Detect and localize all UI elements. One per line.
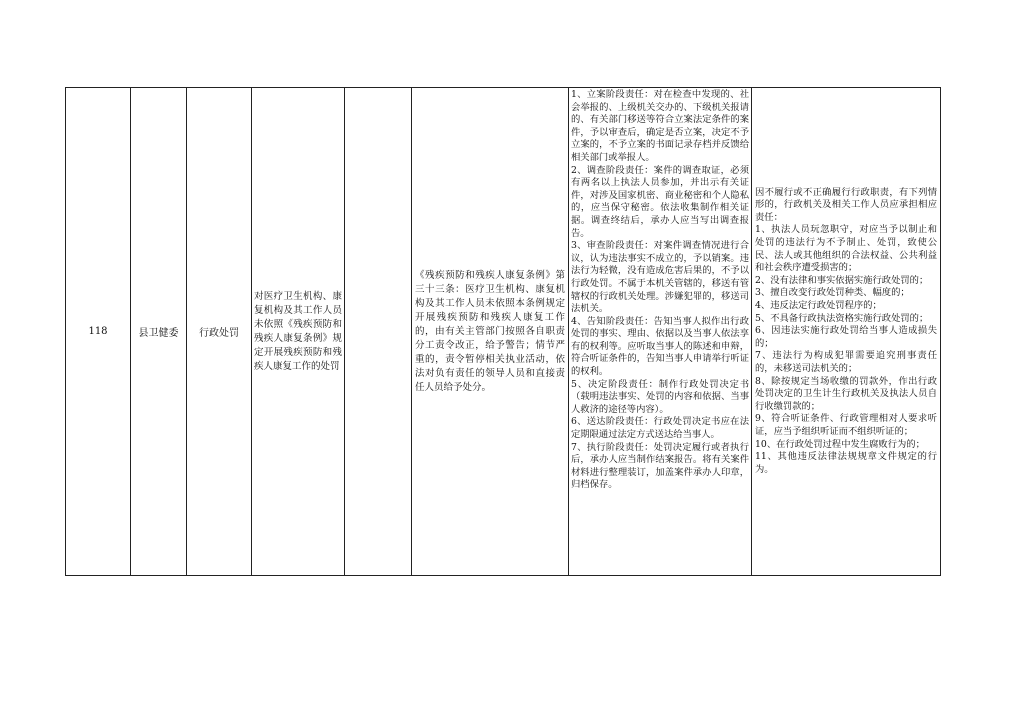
liability-item: 4、违反法定行政处罚程序的； xyxy=(755,300,882,312)
row-number: 118 xyxy=(66,88,131,576)
item-name xyxy=(252,88,345,576)
liability-item: 6、因违法实施行政处罚给当事人造成损失的； xyxy=(755,325,937,349)
duty-item: 2、调查阶段责任：案件的调查取证，必须有两名以上执法人员参加，并出示有关证件，对涉及国家机密、商业秘密和个人隐私的，应当保守秘密。依法收集制作相关证据。调查终结后，承办人应当写出调查报告。 xyxy=(571,164,749,239)
legal-basis-text: 《残疾预防和残疾人康复条例》第三十三条：医疗卫生机构、康复机构及其工作人员未依照本条例规定开展残疾预防和残疾人康复工作的，由有关主管部门按照各自职责分工责令改正，给予警告；情节严重的，责令暂停相关执业活动，依法对负有责任的领导人员和直接责任人员给予处分。 xyxy=(415,269,565,393)
duty-item: 6、送达阶段责任：行政处罚决定书应在法定期限通过法定方式送达给当事人。 xyxy=(571,416,749,441)
liability-item: 11、其他违反法律法规规章文件规定的行为。 xyxy=(755,451,937,475)
item-name-text: 对医疗卫生机构、康复机构及其工作人员未依照《残疾预防和残疾人康复条例》规定开展残疾预防和残疾人康复工作的处罚 xyxy=(254,290,342,372)
power-list-table xyxy=(65,87,941,576)
liability-item: 7、违法行为构成犯罪需要追究刑事责任的，未移送司法机关的； xyxy=(755,350,937,374)
liability-item: 因不履行或不正确履行行政职责，有下列情形的，行政机关及相关工作人员应承担相应责任： xyxy=(755,186,937,223)
liability-item: 9、符合听证条件、行政管理相对人要求听证，应当予组织听证而不组织听证的； xyxy=(755,413,937,437)
liability-item: 8、除按规定当场收缴的罚款外，作出行政处罚决定的卫生计生行政机关及执法人员自行收缴罚款的； xyxy=(755,375,937,412)
power-type: 行政处罚 xyxy=(187,88,252,576)
legal-basis xyxy=(412,88,569,576)
duty-list xyxy=(569,88,752,576)
liability-item: 2、没有法律和事实依据实施行政处罚的； xyxy=(755,274,929,286)
liability-item: 1、执法人员玩忽职守，对应当予以制止和处罚的违法行为不予制止、处罚，致使公民、法人或其他组织的合法权益、公共利益和社会秩序遭受损害的； xyxy=(755,224,937,274)
department: 县卫健委 xyxy=(131,88,187,576)
liability-list xyxy=(752,88,941,576)
duty-item: 5、决定阶段责任：制作行政处罚决定书（载明违法事实、处罚的内容和依据、当事人救济的途径等内容）。 xyxy=(571,378,749,415)
duty-item: 7、执行阶段责任：处罚决定履行或者执行后，承办人应当制作结案报告。将有关案件材料进行整理装订，加盖案件承办人印章，归档保存。 xyxy=(571,441,749,491)
duty-item: 4、告知阶段责任：告知当事人拟作出行政处罚的事实、理由、依据以及当事人依法享有的权利等。应听取当事人的陈述和申辩，符合听证条件的，告知当事人申请举行听证的权利。 xyxy=(571,315,749,378)
duty-item: 1、立案阶段责任：对在检查中发现的、社会举报的、上级机关交办的、下级机关报请的、有关部门移送等符合立案法定条件的案件，予以审查后，确定是否立案，决定不予立案的，不予立案的书面记录存档并反馈给相关部门或举报人。 xyxy=(571,89,749,163)
liability-item: 3、擅自改变行政处罚种类、幅度的； xyxy=(755,287,910,299)
duty-item: 3、审查阶段责任：对案件调查情况进行合议，认为违法事实不成立的，予以销案。违法行为轻微，没有造成危害后果的，不予以行政处罚。不属于本机关管辖的，移送有管辖权的行政机关处理。涉嫌犯罪的，移送司法机关。 xyxy=(571,240,749,315)
liability-item: 5、不具备行政执法资格实施行政处罚的； xyxy=(755,312,929,324)
table-row xyxy=(66,88,941,576)
sub-item xyxy=(345,88,412,576)
liability-item: 10、在行政处罚过程中发生腐败行为的； xyxy=(755,438,925,450)
